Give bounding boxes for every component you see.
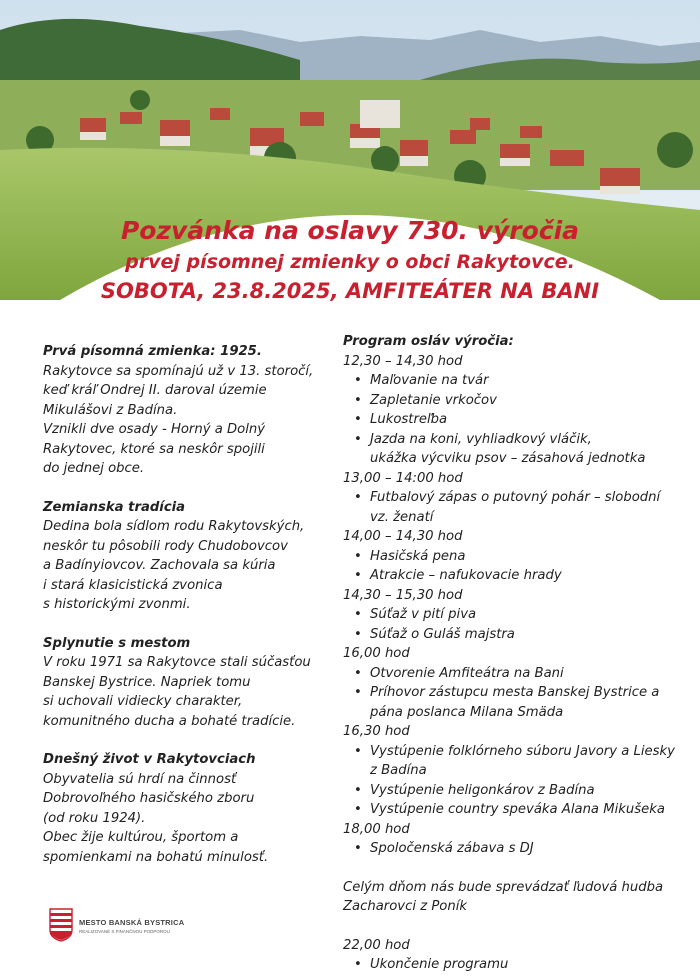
section-line: i stará klasicistická zvonica — [43, 577, 223, 593]
section-line: Rakytovce sa spomínajú už v 13. storočí, — [43, 363, 314, 379]
title-line-3: SOBOTA, 23.8.2025, AMFITEÁTER NA BANI — [100, 279, 600, 303]
spacer — [343, 917, 688, 936]
program-item-continued: z Badína — [370, 763, 427, 778]
program-time: 12,30 – 14,30 hod — [343, 353, 463, 369]
section-line: keď kráľ Ondrej II. daroval územie — [43, 383, 267, 398]
program-time: Celým dňom nás bude sprevádzať ľudová hudba — [343, 879, 664, 895]
program-item: • Atrakcie – nafukovacie hrady — [343, 566, 688, 586]
program-column — [343, 332, 688, 975]
section-line: a Badínyiovcov. Zachovala sa kúria — [43, 558, 276, 573]
program-item: • Lukostreľba — [343, 410, 688, 430]
section-line: Obyvatelia sú hrdí na činnosť — [43, 771, 237, 787]
section-line: si uchovali vidiecky charakter, — [43, 694, 243, 709]
program-item: • Vystúpenie folklórneho súboru Javory a Liesky — [343, 742, 688, 762]
program-time: 13,00 – 14:00 hod — [343, 470, 463, 486]
city-logo — [49, 908, 249, 944]
section-heading: Prvá písomná zmienka: 1925. — [43, 344, 262, 359]
program-time: 14,30 – 15,30 hod — [343, 587, 463, 603]
logo-name: MESTO BANSKÁ BYSTRICA — [79, 918, 185, 927]
section-line: Vznikli dve osady - Horný a Dolný — [43, 422, 266, 437]
program-time: 18,00 hod — [343, 821, 410, 837]
program-time: 16,30 hod — [343, 724, 410, 739]
history-column — [43, 342, 333, 886]
program-heading: Program osláv výročia: — [343, 334, 514, 349]
title-line-1: Pozvánka na oslavy 730. výročia — [120, 216, 580, 245]
program-item-continued: ukážka výcviku psov – zásahová jednotka — [370, 451, 646, 466]
section-line: (od roku 1924). — [43, 810, 146, 826]
section-line: Dedina bola sídlom rodu Rakytovských, — [43, 519, 305, 534]
section-line: komunitného ducha a bohaté tradície. — [43, 713, 296, 729]
program-item: • Ukončenie programu — [343, 955, 688, 975]
section-line: do jednej obce. — [43, 461, 145, 476]
section-line: Dobrovoľného hasičského zboru — [43, 791, 255, 806]
program-item: • Futbalový zápas o putovný pohár – slobodní — [343, 488, 688, 508]
program-item-continued: pána poslanca Milana Smäda — [370, 704, 564, 720]
program-item: • Otvorenie Amfiteátra na Bani — [343, 664, 688, 684]
program-time: 14,00 – 14,30 hod — [343, 529, 463, 544]
program-item: • Jazda na koni, vyhliadkový vláčik, — [343, 430, 688, 450]
section-line: neskôr tu pôsobili rody Chudobovcov — [43, 538, 288, 554]
history-section — [43, 634, 333, 732]
history-section — [43, 342, 333, 479]
section-line: Obec žije kultúrou, športom a — [43, 830, 239, 845]
program-item: • Spoločenská zábava s DJ — [343, 839, 688, 859]
section-line: Rakytovec, ktoré sa neskôr spojili — [43, 441, 265, 457]
program-time: Zacharovci z Poník — [343, 899, 467, 914]
section-heading: Dnešný život v Rakytovciach — [43, 752, 256, 767]
section-heading: Splynutie s mestom — [43, 635, 191, 651]
section-line: s historickými zvonmi. — [43, 597, 191, 612]
history-section — [43, 498, 333, 615]
coat-of-arms-icon — [49, 908, 73, 942]
program-item: • Maľovanie na tvár — [343, 371, 688, 391]
spacer — [343, 859, 688, 878]
section-line: Banskej Bystrice. Napriek tomu — [43, 674, 251, 690]
program-item: • Zapletanie vrkočov — [343, 391, 688, 411]
section-heading: Zemianska tradícia — [43, 499, 186, 515]
logo-subtitle: REALIZOVANÉ S FINANČNOU PODPOROU — [79, 929, 170, 934]
program-item: • Súťaž o Guláš majstra — [343, 625, 688, 645]
program-time: 16,00 hod — [343, 646, 410, 661]
section-line: Mikulášovi z Badína. — [43, 402, 178, 418]
title-block — [0, 214, 700, 306]
history-section — [43, 750, 333, 867]
title-line-2: prvej písomnej zmienky o obci Rakytovce. — [125, 251, 575, 273]
program-item: • Vystúpenie country speváka Alana Mikušeka — [343, 800, 688, 820]
program-item-continued: vz. ženatí — [370, 509, 434, 525]
program-time: 22,00 hod — [343, 937, 410, 953]
program-item: • Príhovor zástupcu mesta Banskej Bystrice a — [343, 683, 688, 703]
program-item: • Vystúpenie heligonkárov z Badína — [343, 781, 688, 801]
section-line: V roku 1971 sa Rakytovce stali súčasťou — [43, 655, 311, 670]
section-line: spomienkami na bohatú minulosť. — [43, 849, 269, 865]
program-item: • Hasičská pena — [343, 547, 688, 567]
program-item: • Súťaž v pití piva — [343, 605, 688, 625]
